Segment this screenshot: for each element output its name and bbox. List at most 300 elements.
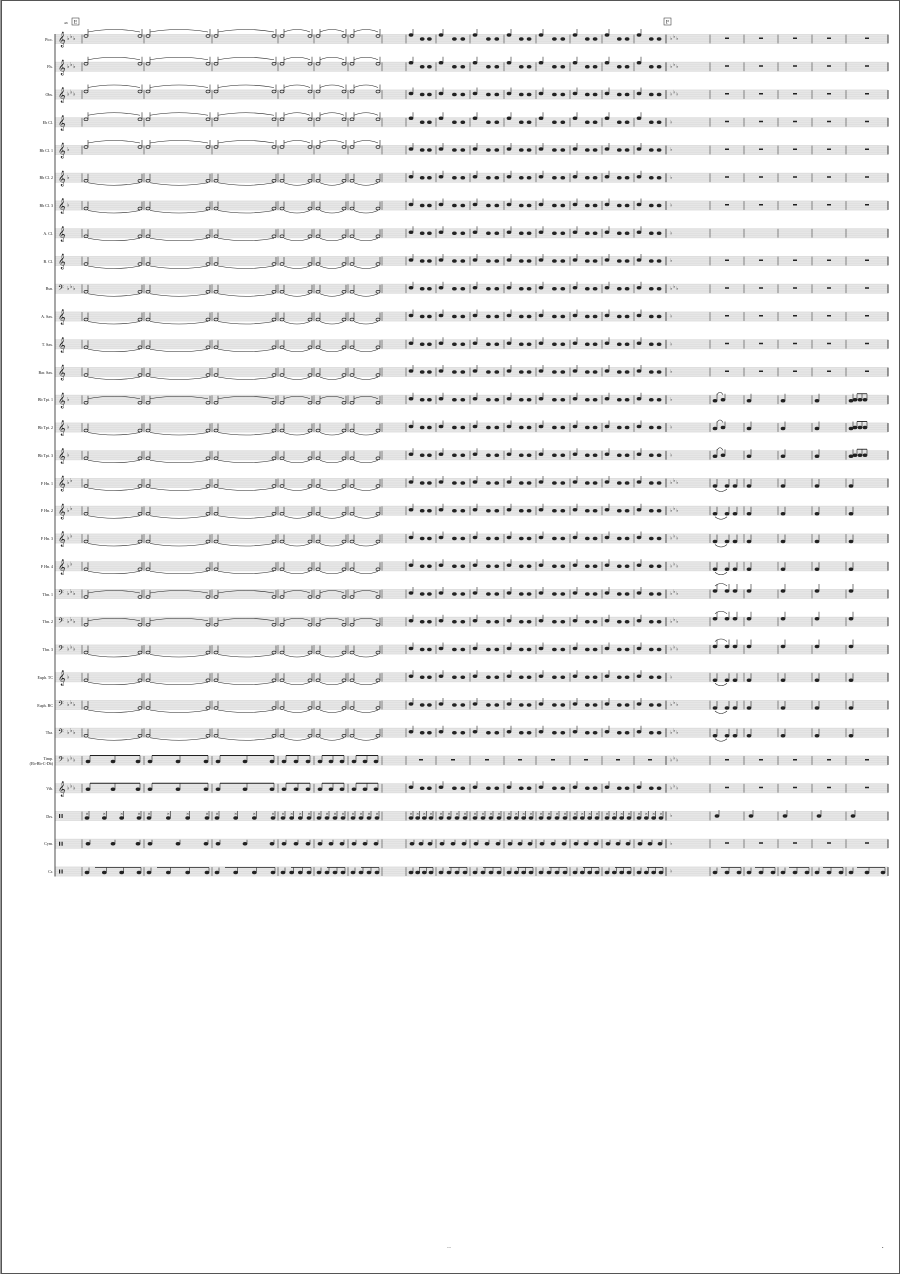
tie bbox=[320, 738, 344, 741]
notehead bbox=[452, 676, 456, 679]
tie bbox=[354, 516, 378, 519]
key-change-flat: ♭ bbox=[670, 646, 673, 653]
notehead bbox=[409, 730, 413, 733]
notehead bbox=[528, 842, 532, 845]
notehead bbox=[605, 536, 609, 539]
notehead bbox=[507, 817, 511, 820]
tie bbox=[284, 544, 310, 547]
treble-clef: 𝄞 bbox=[58, 254, 66, 270]
key-change-flat: ♭ bbox=[673, 61, 676, 68]
notehead bbox=[561, 620, 565, 623]
notehead bbox=[461, 509, 465, 512]
notehead bbox=[270, 760, 274, 763]
whole-rest bbox=[759, 315, 763, 317]
notehead bbox=[270, 842, 274, 845]
staff-acl bbox=[55, 226, 888, 242]
tie bbox=[150, 349, 208, 352]
notehead bbox=[563, 871, 567, 874]
notehead bbox=[605, 34, 609, 37]
notehead bbox=[552, 565, 556, 568]
notehead bbox=[461, 620, 465, 623]
notehead bbox=[375, 817, 379, 820]
notehead bbox=[474, 842, 478, 845]
notehead bbox=[580, 817, 584, 820]
notehead bbox=[486, 38, 490, 41]
notehead bbox=[625, 648, 629, 651]
notehead bbox=[573, 592, 577, 595]
key-change-flat: ♭ bbox=[670, 757, 673, 764]
notehead bbox=[539, 61, 543, 64]
notehead bbox=[849, 679, 853, 682]
notehead bbox=[815, 707, 819, 710]
whole-rest bbox=[793, 65, 797, 67]
notehead bbox=[507, 92, 511, 95]
tie bbox=[150, 516, 208, 519]
drum-hit: × bbox=[473, 811, 477, 816]
notehead bbox=[573, 786, 577, 789]
notehead bbox=[452, 371, 456, 374]
tie bbox=[218, 433, 274, 436]
measure-number: 46 bbox=[64, 21, 68, 25]
notehead bbox=[573, 117, 577, 120]
notehead bbox=[427, 676, 431, 679]
notehead bbox=[486, 731, 490, 734]
notehead bbox=[519, 676, 523, 679]
notehead bbox=[539, 871, 543, 874]
staff-cr bbox=[55, 867, 888, 877]
notehead bbox=[649, 38, 653, 41]
notehead bbox=[593, 232, 597, 235]
notehead bbox=[552, 315, 556, 318]
page-footer-center: --- bbox=[447, 1245, 451, 1250]
notehead bbox=[585, 482, 589, 485]
notehead bbox=[486, 204, 490, 207]
notehead bbox=[721, 454, 725, 457]
whole-rest bbox=[793, 121, 797, 123]
notehead bbox=[507, 619, 511, 622]
notehead bbox=[627, 871, 631, 874]
tie bbox=[717, 448, 723, 451]
notehead bbox=[340, 842, 344, 845]
notehead bbox=[495, 121, 499, 124]
notehead bbox=[147, 817, 151, 820]
notehead bbox=[625, 343, 629, 346]
notehead bbox=[409, 92, 413, 95]
whole-rest bbox=[725, 371, 729, 373]
notehead bbox=[649, 65, 653, 68]
key-flat: ♭ bbox=[67, 396, 70, 403]
notehead bbox=[759, 871, 763, 874]
notehead bbox=[573, 817, 577, 820]
notehead bbox=[427, 704, 431, 707]
notehead bbox=[495, 176, 499, 179]
key-change-flat: ♭ bbox=[673, 283, 676, 290]
notehead bbox=[605, 592, 609, 595]
notehead bbox=[747, 645, 751, 648]
notehead bbox=[593, 315, 597, 318]
key-flat: ♭ bbox=[73, 285, 76, 292]
notehead bbox=[507, 871, 511, 874]
notehead bbox=[552, 176, 556, 179]
notehead bbox=[420, 149, 424, 152]
notehead bbox=[713, 485, 717, 488]
notehead bbox=[539, 730, 543, 733]
notehead bbox=[781, 455, 785, 458]
notehead bbox=[657, 704, 661, 707]
whole-rest bbox=[759, 38, 763, 40]
notehead bbox=[585, 398, 589, 401]
treble-clef: 𝄞 bbox=[58, 199, 66, 214]
tie bbox=[320, 30, 344, 33]
tie bbox=[354, 238, 378, 241]
notehead bbox=[439, 453, 443, 456]
notehead bbox=[644, 871, 648, 874]
tie bbox=[150, 294, 208, 297]
notehead bbox=[318, 760, 322, 763]
whole-rest bbox=[827, 787, 831, 789]
notehead bbox=[514, 817, 518, 820]
notehead bbox=[495, 509, 499, 512]
notehead bbox=[657, 509, 661, 512]
tie bbox=[218, 141, 274, 144]
notehead bbox=[473, 675, 477, 678]
notehead bbox=[637, 536, 641, 539]
drum-hit: × bbox=[489, 811, 493, 816]
notehead bbox=[593, 537, 597, 540]
notehead bbox=[519, 371, 523, 374]
tie bbox=[284, 30, 310, 33]
notehead bbox=[539, 370, 543, 373]
key-change-flat: ♭ bbox=[670, 91, 673, 98]
notehead bbox=[573, 703, 577, 706]
tie bbox=[284, 377, 310, 380]
notehead bbox=[307, 817, 311, 820]
instrument-name: F Hn. 3 bbox=[40, 536, 53, 541]
notehead bbox=[519, 260, 523, 263]
notehead bbox=[363, 788, 367, 791]
key-flat: ♭ bbox=[67, 618, 70, 625]
notehead bbox=[507, 536, 511, 539]
notehead bbox=[539, 314, 543, 317]
whole-rest bbox=[759, 149, 763, 151]
key-flat: ♭ bbox=[67, 36, 70, 42]
key-change-flat: ♭ bbox=[673, 616, 676, 623]
notehead bbox=[595, 817, 599, 820]
tie bbox=[218, 113, 274, 116]
notehead bbox=[713, 645, 717, 648]
notehead bbox=[427, 232, 431, 235]
notehead bbox=[427, 648, 431, 651]
notehead bbox=[733, 707, 737, 710]
notehead bbox=[427, 260, 431, 263]
notehead bbox=[486, 398, 490, 401]
notehead bbox=[473, 817, 477, 820]
whole-rest bbox=[584, 759, 588, 761]
drum-hit: × bbox=[612, 811, 617, 816]
notehead bbox=[507, 564, 511, 567]
notehead bbox=[409, 286, 413, 289]
notehead bbox=[507, 730, 511, 733]
notehead bbox=[573, 453, 577, 456]
notehead bbox=[473, 61, 477, 64]
notehead bbox=[325, 817, 329, 820]
notehead bbox=[452, 121, 456, 124]
notehead bbox=[561, 482, 565, 485]
notehead bbox=[637, 817, 641, 820]
notehead bbox=[585, 787, 589, 790]
notehead bbox=[815, 568, 819, 571]
notehead bbox=[495, 731, 499, 734]
notehead bbox=[561, 371, 565, 374]
notehead bbox=[290, 871, 294, 874]
notehead bbox=[649, 204, 653, 207]
page-footer-right: • bbox=[882, 1245, 884, 1250]
notehead bbox=[341, 817, 345, 820]
notehead bbox=[527, 38, 531, 41]
notehead bbox=[552, 537, 556, 540]
notehead bbox=[439, 592, 443, 595]
notehead bbox=[657, 315, 661, 318]
notehead bbox=[473, 342, 477, 345]
key-flat: ♭ bbox=[67, 424, 70, 431]
notehead bbox=[593, 704, 597, 707]
notehead bbox=[243, 842, 247, 845]
notehead bbox=[552, 509, 556, 512]
whole-rest bbox=[865, 842, 869, 844]
notehead bbox=[585, 537, 589, 540]
tie bbox=[150, 544, 208, 547]
notehead bbox=[593, 260, 597, 263]
notehead bbox=[427, 454, 431, 457]
notehead bbox=[290, 817, 294, 820]
instrument-name: Tbn. 3 bbox=[42, 647, 53, 652]
key-change-flat: ♭ bbox=[676, 591, 679, 597]
notehead bbox=[486, 176, 490, 179]
notehead bbox=[473, 231, 477, 234]
notehead bbox=[148, 760, 152, 763]
notehead bbox=[725, 485, 729, 488]
notehead bbox=[781, 871, 785, 874]
notehead bbox=[725, 707, 729, 710]
notehead bbox=[507, 148, 511, 151]
notehead bbox=[495, 648, 499, 651]
notehead bbox=[561, 260, 565, 263]
notehead bbox=[439, 148, 443, 151]
notehead bbox=[747, 590, 751, 593]
notehead bbox=[552, 704, 556, 707]
notehead bbox=[422, 817, 426, 820]
tie bbox=[150, 183, 208, 186]
notehead bbox=[637, 259, 641, 262]
notehead bbox=[495, 620, 499, 623]
tie bbox=[715, 489, 727, 492]
notehead bbox=[452, 426, 456, 429]
notehead bbox=[527, 287, 531, 290]
notehead bbox=[166, 871, 170, 874]
notehead bbox=[649, 260, 653, 263]
notehead bbox=[527, 593, 531, 596]
treble-clef: 𝄞 bbox=[58, 115, 66, 131]
notehead bbox=[527, 398, 531, 401]
tie bbox=[320, 571, 344, 574]
notehead bbox=[427, 65, 431, 68]
tie bbox=[354, 113, 378, 116]
notehead bbox=[657, 676, 661, 679]
notehead bbox=[617, 731, 621, 734]
treble-clef: 𝄞 bbox=[58, 226, 66, 242]
notehead bbox=[473, 481, 477, 484]
key-change-flat: ♭ bbox=[670, 563, 673, 570]
notehead bbox=[495, 704, 499, 707]
notehead bbox=[486, 232, 490, 235]
drum-hit: × bbox=[375, 811, 379, 816]
notehead bbox=[507, 61, 511, 64]
percussion-clef bbox=[59, 870, 60, 874]
notehead bbox=[486, 593, 490, 596]
whole-rest bbox=[865, 93, 869, 95]
notehead bbox=[781, 734, 785, 737]
notehead bbox=[427, 204, 431, 207]
drum-hit: × bbox=[281, 811, 285, 816]
notehead bbox=[595, 871, 599, 874]
notehead bbox=[815, 617, 819, 620]
notehead bbox=[519, 65, 523, 68]
notehead bbox=[561, 426, 565, 429]
notehead bbox=[374, 842, 378, 845]
notehead bbox=[617, 565, 621, 568]
key-flat: ♭ bbox=[73, 757, 76, 764]
notehead bbox=[495, 343, 499, 346]
notehead bbox=[519, 287, 523, 290]
instrument-name: Drs. bbox=[46, 813, 53, 819]
tie bbox=[320, 710, 344, 713]
notehead bbox=[527, 121, 531, 124]
treble-clef: 𝄞 bbox=[58, 88, 66, 103]
treble-clef: 𝄞 bbox=[58, 559, 66, 575]
notehead bbox=[486, 676, 490, 679]
notehead bbox=[282, 842, 286, 845]
tie bbox=[88, 544, 140, 547]
key-change-flat: ♭ bbox=[670, 285, 673, 292]
tie bbox=[320, 655, 344, 658]
notehead bbox=[429, 817, 433, 820]
key-change-flat: ♭ bbox=[670, 840, 673, 847]
notehead bbox=[519, 648, 523, 651]
notehead bbox=[713, 399, 717, 402]
notehead bbox=[625, 565, 629, 568]
notehead bbox=[849, 871, 853, 874]
notehead bbox=[881, 871, 885, 874]
notehead bbox=[573, 730, 577, 733]
notehead bbox=[409, 370, 413, 373]
key-flat: ♭ bbox=[70, 700, 73, 706]
notehead bbox=[725, 540, 729, 543]
tie bbox=[715, 683, 727, 686]
notehead bbox=[522, 871, 526, 874]
whole-rest bbox=[725, 287, 729, 289]
notehead bbox=[439, 619, 443, 622]
notehead bbox=[612, 817, 616, 820]
drum-hit: × bbox=[307, 811, 311, 816]
whole-rest bbox=[419, 759, 423, 761]
tie bbox=[150, 266, 208, 269]
notehead bbox=[215, 817, 219, 820]
notehead bbox=[420, 704, 424, 707]
notehead bbox=[649, 371, 653, 374]
notehead bbox=[552, 149, 556, 152]
staff-hn3 bbox=[55, 532, 888, 548]
notehead bbox=[440, 842, 444, 845]
notehead bbox=[649, 287, 653, 290]
drum-hit: × bbox=[547, 811, 551, 816]
notehead bbox=[561, 121, 565, 124]
notehead bbox=[409, 592, 413, 595]
notehead bbox=[473, 370, 477, 373]
whole-rest bbox=[616, 759, 620, 761]
notehead bbox=[486, 93, 490, 96]
notehead bbox=[585, 509, 589, 512]
notehead bbox=[733, 485, 737, 488]
notehead bbox=[473, 619, 477, 622]
notehead bbox=[573, 61, 577, 64]
tie bbox=[218, 238, 274, 241]
notehead bbox=[657, 93, 661, 96]
notehead bbox=[657, 149, 661, 152]
notehead bbox=[605, 871, 609, 874]
tie bbox=[88, 141, 140, 144]
notehead bbox=[815, 512, 819, 515]
whole-rest bbox=[759, 287, 763, 289]
notehead bbox=[593, 38, 597, 41]
score-staves bbox=[2, 1, 899, 901]
notehead bbox=[485, 842, 489, 845]
notehead bbox=[539, 817, 543, 820]
notehead bbox=[495, 454, 499, 457]
tie bbox=[150, 85, 208, 88]
staff-hn4 bbox=[55, 559, 888, 575]
whole-rest bbox=[759, 121, 763, 123]
notehead bbox=[817, 815, 821, 818]
notehead bbox=[519, 426, 523, 429]
whole-rest bbox=[793, 38, 797, 40]
notehead bbox=[853, 426, 857, 429]
whole-rest bbox=[725, 842, 729, 844]
notehead bbox=[216, 760, 220, 763]
key-change-flat: ♭ bbox=[670, 591, 673, 597]
notehead bbox=[439, 203, 443, 206]
notehead bbox=[605, 730, 609, 733]
notehead bbox=[815, 645, 819, 648]
notehead bbox=[849, 617, 853, 620]
notehead bbox=[593, 93, 597, 96]
key-change-flat: ♭ bbox=[673, 589, 676, 595]
notehead bbox=[849, 512, 853, 515]
tie bbox=[354, 710, 378, 713]
notehead bbox=[234, 871, 238, 874]
notehead bbox=[409, 871, 413, 874]
notehead bbox=[461, 787, 465, 790]
notehead bbox=[539, 342, 543, 345]
notehead bbox=[585, 204, 589, 207]
notehead bbox=[849, 568, 853, 571]
notehead bbox=[452, 731, 456, 734]
notehead bbox=[585, 232, 589, 235]
notehead bbox=[747, 617, 751, 620]
key-flat: ♭ bbox=[73, 91, 76, 98]
notehead bbox=[585, 65, 589, 68]
notehead bbox=[585, 426, 589, 429]
notehead bbox=[649, 731, 653, 734]
